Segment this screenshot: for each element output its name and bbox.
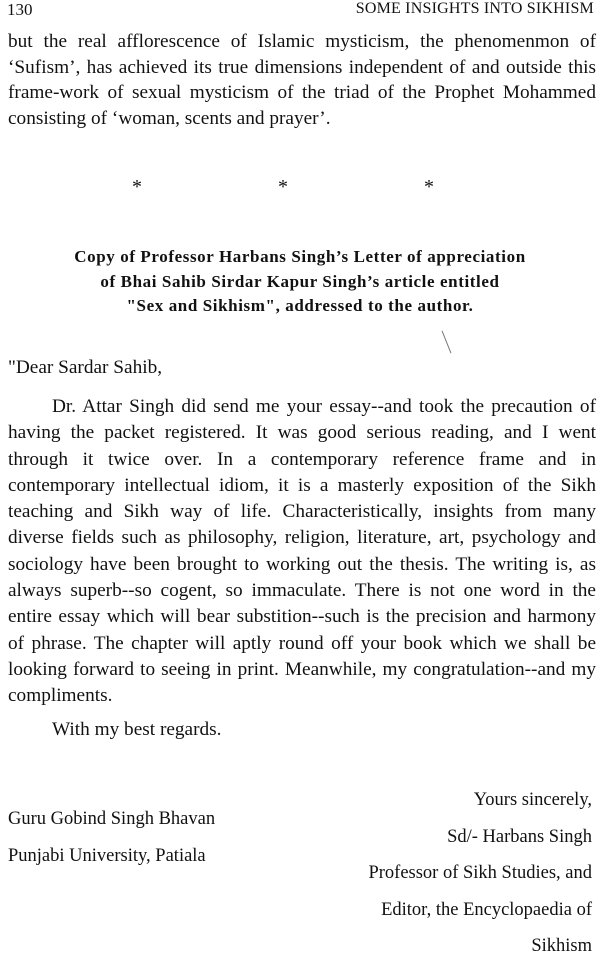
stray-mark [442, 331, 452, 354]
caption-line: of Bhai Sahib Sirdar Kapur Singh’s article entitled [100, 271, 500, 291]
separator-star: * [278, 176, 288, 198]
separator-star: * [132, 176, 142, 198]
caption-line: "Sex and Sikhism", addressed to the author. [126, 296, 474, 315]
letter-closing: With my best regards. [52, 719, 222, 740]
intro-paragraph: but the real afflorescence of Islamic mysticism, the phenomenmon of ‘Sufism’, has achieved its true dimensions independent of and outside this frame-work of sexual mysticism of the triad of the Prophet Mohammed consisting of ‘woman, scents and prayer’. [8, 31, 596, 129]
address-line: Guru Gobind Singh Bhavan [8, 809, 216, 829]
running-title: SOME INSIGHTS INTO SIKHISM [355, 0, 594, 17]
letter-caption [20, 245, 580, 319]
signatory-title: Professor of Sikh Studies, and [368, 863, 592, 883]
caption-line: Copy of Professor Harbans Singh’s Letter of appreciation [74, 247, 526, 266]
letter-body: Dr. Attar Singh did send me your essay--and took the precaution of having the packet registered. It was good serious reading, and I went through it twice over. In a contemporary reference frame and in contemporary intellectual idiom, it is a masterly exposition of the Sikh teaching and Sikh way of life. Characteristically, insights from many diverse fields such as philosophy, religion, literature, art, psychology and sociology have been brought to working out the thesis. The writing is, as always superb--so cogent, so immaculate. There is not one word in the entire essay which will bear substition--such is the precision and harmony of phrase. The chapter will aptly round off your book which we shall be looking forward to seeing in print. Meanwhile, my congratulation--and my compliments. [8, 396, 596, 707]
page-number: 130 [7, 0, 33, 19]
signatory-name: Sd/- Harbans Singh [447, 826, 592, 847]
letter-salutation: "Dear Sardar Sahib, [8, 357, 163, 378]
page-header [7, 0, 594, 24]
signatory-title: Sikhism [531, 936, 592, 956]
valediction: Yours sincerely, [473, 790, 592, 810]
sender-address [8, 783, 298, 874]
section-separator [0, 176, 600, 198]
address-line: Punjabi University, Patiala [8, 845, 206, 866]
signatory-title: Editor, the Encyclopaedia of [381, 899, 592, 920]
separator-star: * [424, 176, 434, 198]
signature-block [262, 782, 592, 965]
